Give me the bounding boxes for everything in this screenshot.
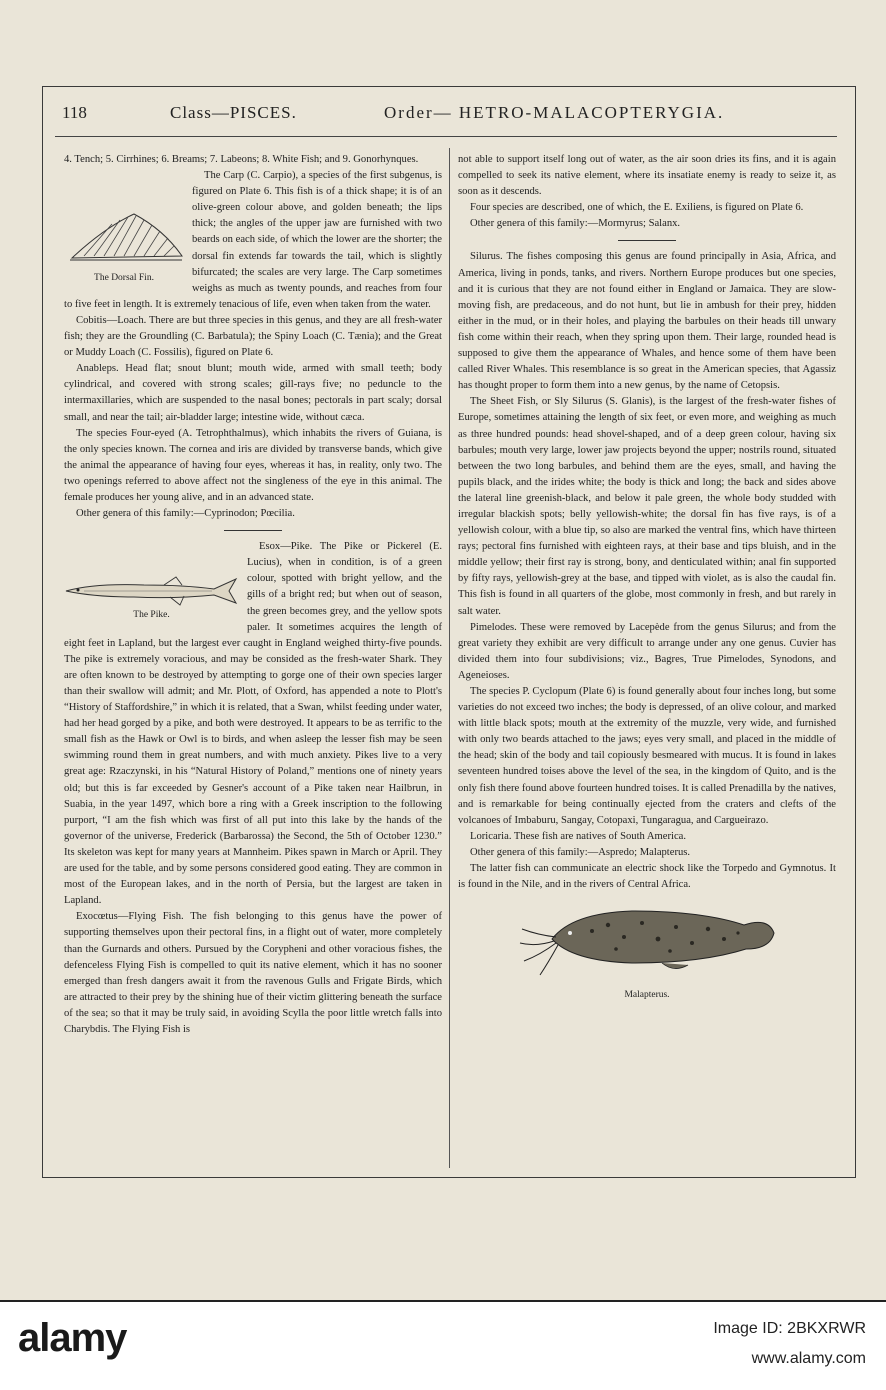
paragraph: Other genera of this family:—Aspredo; Malapterus. bbox=[470, 846, 691, 858]
header-rule bbox=[55, 136, 837, 137]
paragraph: Other genera of this family:—Cyprinodon; Pœcilia. bbox=[76, 508, 295, 520]
paragraph: Loricaria. These fish are natives of South America. bbox=[470, 830, 687, 842]
paragraph: Esox—Pike. The Pike or Pickerel (E. Lucius), when in condition, is of a green colour, spotted with bright yellow, and the gills of a bright red; but when out of season, the green becomes grey, and the yellow spots paler. It sometimes acquires the length of eight feet in Lapland, but the largest ever caught in England weighed thirty-five pounds. The pike is extremely voracious, and may be consided as the fresh-water Shark. They are often known to be destroyed by attempting to gorge one of their own species larger than their swallow will admit; and Mr. Plott, of Oxford, has appended a note to Plott's “History of Staffordshire,” in which it is related, that a Swan, whilst feeding under water, had her head gorged by a pike, and both were destroyed. It appears to be as terrific to the small fish as the Hawk or Owl is to birds, and when asleep the lesser fish may be seen swimming round them in great numbers, and with much anxiety. Pikes live to a very great age: Rzaczynski, in his “Natural History of Poland,” mentions one of ninety years old; but this is far exceeded by Gesner's account of a Pike taken near Hailbrun, in Suabia, in the year 1497, which bore a ring with a Greek inscription to the following purport, “I am the fish which was first of all put into this lake by the hands of the governor of the universe, Frederick (Barbarossa) the Second, the 5th of October 1230.” Its skeleton was kept for many years at Mannheim. Pikes spawn in March or April. They are used for the table, and by some persons considered good eating. They are common in most of the European lakes, and in the north of Persia, but the largest are taken in Lapland. bbox=[64, 541, 442, 907]
page-number: 118 bbox=[62, 103, 87, 122]
paragraph: Pimelodes. These were removed by Lacepède from the genus Silurus; and from the great variety they exhibit are very difficult to arrange under any one genus. Cuvier has divided them into four subdivisions; viz., Bagres, True Pimelodes, Synodons, and Ageneioses. bbox=[458, 621, 836, 681]
paragraph: The Carp (C. Carpio), a species of the first subgenus, is figured on Plate 6. This fish is of a thick shape; it is of an olive-green colour above, and golden beneath; the lips thick; the angles of the upper jaw are furnished with two beards on each side, of which the lower are the shorter; the dorsal fin extends far towards the tail, which is slightly bifurcated; the scales are very large. The Carp sometimes weighs as much as twenty pounds, and reaches from four to five feet in length. It is extremely tenacious of life, even when taken from the water. bbox=[64, 170, 442, 310]
figure-caption: Malapterus. bbox=[624, 990, 670, 1001]
paragraph: The Sheet Fish, or Sly Silurus (S. Glanis), is the largest of the fresh-water fishes of Europe, sometimes attaining the length of six feet, or even more, and weighing as much as three hundred pounds: head shovel-shaped, and of a deep green colour, having six barbules; mouth very large, lower jaw projects beyond the upper; nostrils round, situated between the two long barbules, and behind them are the eyes, small, and having the pupils black, and the irides white; the body is thick and long; the back and sides above the lateral line greenish-black, and below it pale green, the whole body studded with irregular blackish spots; belly yellowish-white; the dorsal fin has five rays, is of a yellowish colour, with a blue tip, so also are marked the ventral fins, which have thirteen rays; pectoral fins furnished with eighteen rays, at their base and tips bluish, and in the middle yellow; their first ray is strong, bony, and denticulated within; anal fin supported by fifty rays, yellowish-grey at the base, and tipped with violet, as is also the caudal fin. This fish is found in all quarters of the globe, most commonly in fresh, and but rarely in salt water. bbox=[458, 396, 836, 617]
dorsal-fin-figure bbox=[64, 208, 184, 286]
column-divider bbox=[449, 148, 450, 1168]
watermark-footer bbox=[0, 1300, 886, 1390]
dorsal-fin-illustration bbox=[64, 208, 184, 270]
malapterus-illustration bbox=[512, 899, 782, 981]
left-column bbox=[64, 152, 442, 1162]
paragraph: Four species are described, one of which, the E. Exiliens, is figured on Plate 6. bbox=[470, 202, 804, 214]
pike-figure bbox=[64, 573, 239, 623]
right-column bbox=[458, 152, 836, 1162]
section-rule bbox=[224, 530, 282, 531]
site-url: www.alamy.com bbox=[751, 1350, 866, 1367]
paragraph: The species P. Cyclopum (Plate 6) is found generally about four inches long, but some varieties do not exceed two inches; the body is depressed, of an olive colour, and marked with little black spots; mouth at the extremity of the muzzle, very wide, and furnished with only two beards attached to the jaws; eyes very small, and placed in the middle of the head; skin of the body and tail copiously besmeared with mucus. It is found in lakes seventeen hundred toises above the level of the sea, in the kingdom of Quito, and is the only fish there found above fourteen hundred toises. It is called Prenadilla by the natives, and is remarkable for being continually ejected from the craters and clefts of the volcanoes of Imbaburu, Sangay, Cotopaxi, Tungaragua, and Cargueirazo. bbox=[458, 686, 837, 826]
image-id: Image ID: 2BKXRWR bbox=[713, 1320, 866, 1337]
paragraph: The species Four-eyed (A. Tetrophthalmus), which inhabits the rivers of Guiana, is the only species known. The cornea and iris are divided by transverse bands, which give the animal the appearance of having four eyes, whereas it has, in reality, only two. The two openings referred to above affect not the singleness of the eye in this animal. The female produces her young alive, and in an advanced state. bbox=[64, 427, 442, 503]
order-label: Order— HETRO-MALACOPTERYGIA. bbox=[384, 103, 725, 122]
paragraph: Exocœtus—Flying Fish. The fish belonging to this genus have the power of supporting themselves upon their pectoral fins, in a flight out of water, more completely than the Gurnards and others. Pursued by the Coryphenі and other voracious fishes, the defenceless Flying Fish is compelled to quit its native element, which it has no sooner emerged than fresh dangers await it from the ravenous Gulls and Frigate Birds, which are attracted to their prey by the shining hue of their victim glittering beneath the surface of the sea; so that it may be truly said, in avoiding Scylla the poor little wretch falls into Charybdis. The Flying Fish is bbox=[64, 911, 442, 1035]
paragraph: The latter fish can communicate an electric shock like the Torpedo and Gymnotus. It is found in the Nile, and in the rivers of Central Africa. bbox=[458, 863, 836, 891]
paragraph: Cobitis—Loach. There are but three species in this genus, and they are all fresh-water fish; they are the Groundling (C. Barbatula); the Spiny Loach (C. Tænia); and the Great or Muddy Loach (C. Fossilis), figured on Plate 6. bbox=[64, 314, 442, 359]
paragraph: Silurus. The fishes composing this genus are found principally in Asia, Africa, and America, living in ponds, tanks, and rivers. Northern Europe produces but one species, and it is curious that they are not found either in England or Jamaica. They are slow-moving fish, are predaceous, and do not hunt, but lie in ambush for their prey, hidden either in the mud, or in their holes, and playing the barbules on their heads till unwary fish come within their reach, when they spring upon them. Their large, rounded head is supposed to give them the appearance of Whales, and hence some of them have been called River Whales. This resemblance is so great in the American species, that Agassiz has thought proper to form them into a new genus, by the name of Cetopsis. bbox=[458, 251, 836, 392]
running-header bbox=[62, 103, 842, 133]
footer-divider bbox=[0, 1300, 886, 1302]
pike-illustration bbox=[64, 573, 239, 607]
malapterus-figure bbox=[458, 899, 836, 1003]
paragraph: 4. Tench; 5. Cirrhines; 6. Breams; 7. Labeons; 8. White Fish; and 9. Gonorhynques. bbox=[64, 154, 419, 165]
class-label: Class—PISCES. bbox=[170, 103, 297, 122]
paragraph: Anableps. Head flat; snout blunt; mouth wide, armed with small teeth; body cylindrical, and covered with strong scales; gill-rays five; no peduncle to the intermaxillaries, which are suspended to the nasal bones; pectorals in part scaly; dorsal small, and near the tail; air-bladder large; intestine wide, without cæca. bbox=[64, 363, 442, 423]
paragraph: not able to support itself long out of water, as the air soon dries its fins, and it is again compelled to seek its native element, where its insatiate enemy is ready to seize it, as soon as it descends. bbox=[458, 154, 836, 198]
figure-caption: The Dorsal Fin. bbox=[94, 273, 154, 284]
paragraph: Other genera of this family:—Mormyrus; Salanx. bbox=[470, 218, 681, 230]
figure-caption: The Pike. bbox=[133, 610, 170, 621]
brand-logo: alamy bbox=[18, 1316, 127, 1360]
section-rule bbox=[618, 240, 676, 241]
